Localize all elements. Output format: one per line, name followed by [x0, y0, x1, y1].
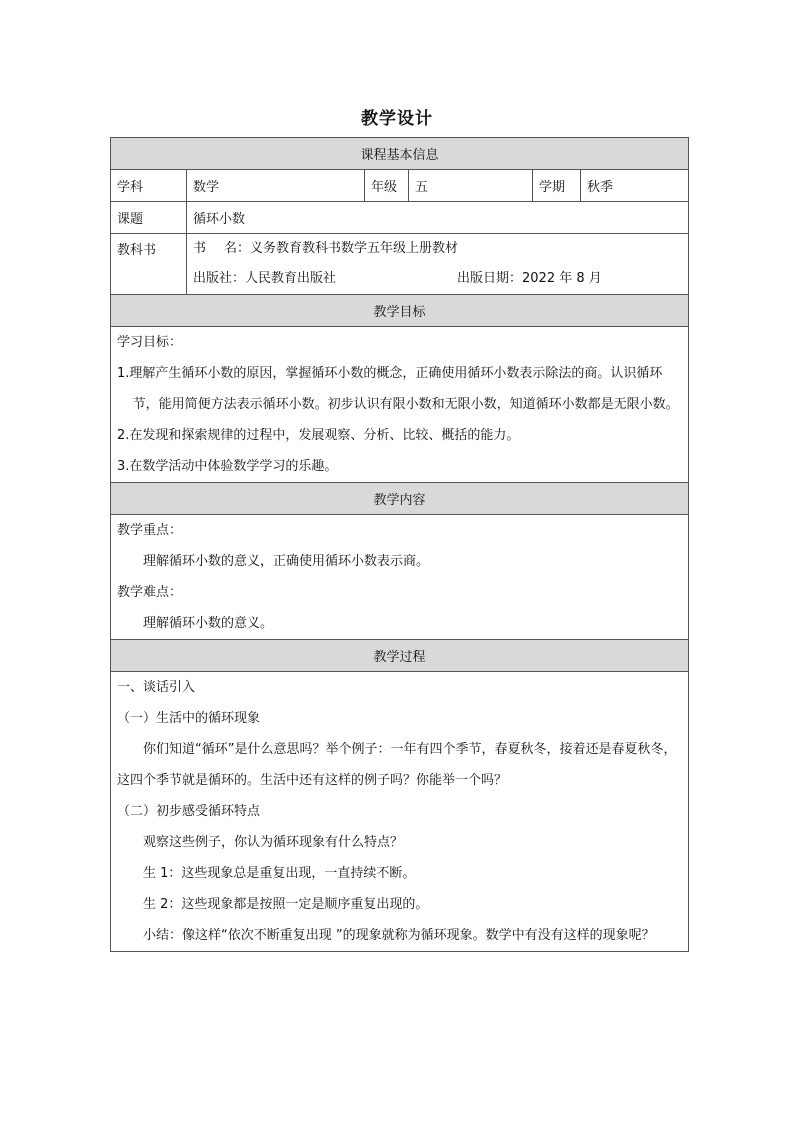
objectives-row: [111, 327, 689, 483]
process-paragraph: 你们知道“循环”是什么意思吗？举个例子：一年有四个季节，春夏秋冬，接着还是春夏秋冬，这四个季节就是循环的。生活中还有这样的例子吗？你能举一个吗？: [117, 742, 677, 788]
objectives-body: [111, 327, 689, 483]
process-section-heading: 一、谈话引入: [117, 680, 196, 695]
basic-info-header: 课程基本信息: [111, 138, 689, 170]
key-point-text: 理解循环小数的意义，正确使用循环小数表示商。: [143, 554, 430, 569]
subject-value: 数学: [187, 170, 365, 202]
textbook-label: 教科书: [111, 234, 187, 295]
basic-info-header-row: [111, 138, 689, 170]
process-paragraph: 生 1：这些现象总是重复出现，一直持续不断。: [143, 866, 416, 881]
publisher-line: [193, 264, 682, 294]
lesson-plan-table: [110, 137, 689, 952]
difficulty-text: 理解循环小数的意义。: [143, 616, 274, 631]
lesson-label: 课题: [111, 202, 187, 234]
objective-item: 2.在发现和探索规律的过程中，发展观察、分析、比较、概括的能力。: [117, 428, 520, 443]
process-header: 教学过程: [111, 640, 689, 672]
process-row: [111, 672, 689, 952]
difficulty-label: 教学难点：: [117, 585, 183, 600]
objective-item: 1.理解产生循环小数的原因，掌握循环小数的概念，正确使用循环小数表示除法的商。认识循环节，能用简便方法表示循环小数。初步认识有限小数和无限小数，知道循环小数都是无限小数。: [117, 366, 679, 412]
page-title: 教学设计: [361, 109, 433, 129]
book-name-label-2: 名：: [224, 241, 251, 256]
lesson-row: [111, 202, 689, 234]
book-name-label-1: 书: [193, 241, 207, 256]
book-name-line: [193, 234, 682, 264]
objectives-header: 教学目标: [111, 295, 689, 327]
publish-date-block: [457, 264, 602, 294]
term-value: 秋季: [581, 170, 689, 202]
key-point-label: 教学重点：: [117, 523, 183, 538]
process-subheading: （二）初步感受循环特点: [117, 804, 261, 819]
content-body: [111, 515, 689, 640]
process-paragraph: 生 2：这些现象都是按照一定是顺序重复出现的。: [143, 897, 429, 912]
textbook-details: [187, 234, 689, 295]
process-paragraph: 观察这些例子，你认为循环现象有什么特点？: [143, 835, 404, 850]
process-body: [111, 672, 689, 952]
grade-label: 年级: [365, 170, 409, 202]
process-header-row: [111, 640, 689, 672]
content-header: 教学内容: [111, 483, 689, 515]
grade-value: 五: [409, 170, 533, 202]
subject-row: [111, 170, 689, 202]
publish-date-label: 出版日期：: [457, 271, 523, 286]
process-subheading: （一）生活中的循环现象: [117, 711, 261, 726]
lesson-value: 循环小数: [187, 202, 689, 234]
textbook-row: [111, 234, 689, 295]
objectives-header-row: [111, 295, 689, 327]
publisher-value: 人民教育出版社: [245, 271, 337, 286]
subject-label: 学科: [111, 170, 187, 202]
content-header-row: [111, 483, 689, 515]
publish-date-value: 2022 年 8 月: [522, 271, 602, 286]
content-row: [111, 515, 689, 640]
objectives-intro: 学习目标：: [117, 335, 183, 350]
objective-item: 3.在数学活动中体验数学学习的乐趣。: [117, 459, 338, 474]
publisher-block: [193, 264, 457, 294]
term-label: 学期: [533, 170, 581, 202]
publisher-label: 出版社：: [193, 271, 246, 286]
process-paragraph: 小结：像这样“依次不断重复出现 ”的现象就称为循环现象。数学中有没有这样的现象呢？: [143, 928, 655, 943]
book-name-value: 义务教育教科书数学五年级上册教材: [250, 241, 459, 256]
